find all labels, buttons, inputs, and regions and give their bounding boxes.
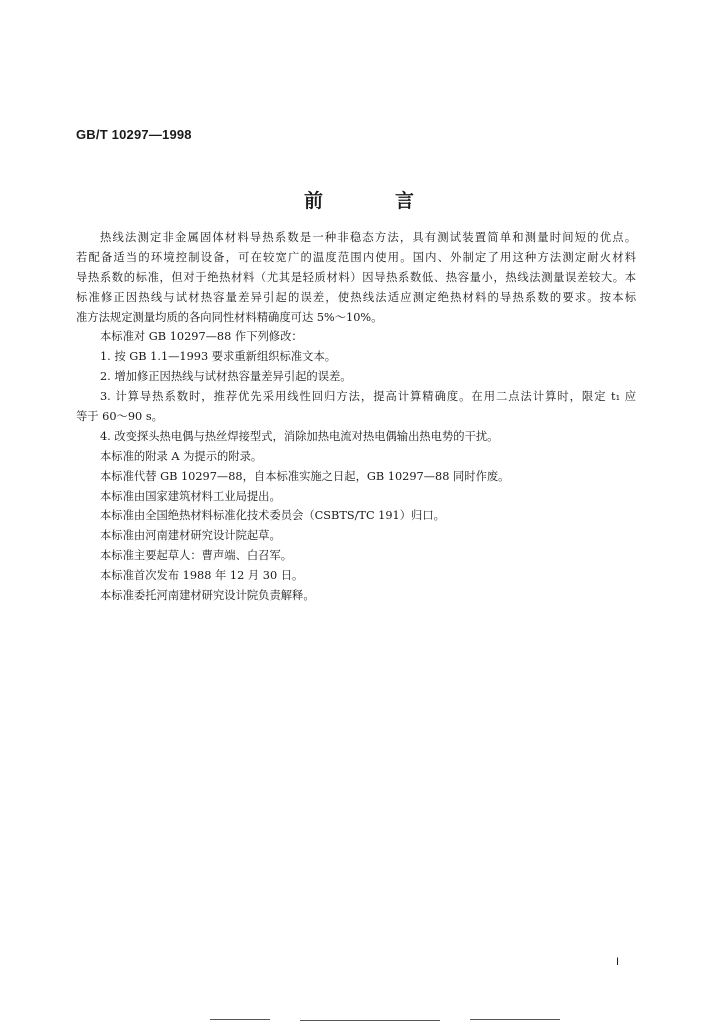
list-item: 4. 改变探头热电偶与热丝焊接型式，消除加热电流对热电偶输出热电势的干扰。	[100, 429, 499, 443]
section-title-char: 言	[394, 190, 414, 212]
foreword-body	[76, 228, 636, 606]
text-line: 本标准首次发布 1988 年 12 月 30 日。	[100, 569, 304, 583]
text-line: 标准修正因热线与试材热容量差异引起的误差，使热线法适应测定绝热材料的导热系数的要求。按本标	[76, 290, 636, 304]
text-line: 本标准由河南建材研究设计院起草。	[100, 529, 281, 543]
text-line: 本标准代替 GB 10297—88，自本标准实施之日起，GB 10297—88 同时作废。	[100, 469, 510, 483]
text-line: 本标准对 GB 10297—88 作下列修改：	[100, 330, 303, 344]
section-title	[304, 186, 414, 213]
text-line: 等于 60～90 s。	[76, 410, 163, 424]
scan-artifact	[210, 1019, 270, 1020]
text-line: 本标准主要起草人：曹声端、白召军。	[100, 549, 293, 563]
scan-artifact	[470, 1019, 560, 1020]
list-item: 2. 增加修正因热线与试材热容量差异引起的误差。	[100, 370, 352, 384]
text-line: 本标准由全国绝热材料标准化技术委员会（CSBTS/TC 191）归口。	[100, 509, 445, 523]
page-number: I	[616, 956, 620, 968]
standard-code: GB/T 10297—1998	[76, 127, 192, 142]
list-item: 1. 按 GB 1.1—1993 要求重新组织标准文本。	[100, 350, 337, 364]
text-line: 本标准委托河南建材研究设计院负责解释。	[100, 589, 315, 603]
text-line: 导热系数的标准，但对于绝热材料（尤其是轻质材料）因导热系数低、热容量小，热线法测量误差较大。本	[76, 270, 636, 284]
text-line: 热线法测定非金属固体材料导热系数是一种非稳态方法，具有测试装置简单和测量时间短的优点。	[100, 231, 636, 244]
section-title-char: 前	[304, 190, 324, 212]
text-line: 本标准由国家建筑材料工业局提出。	[100, 489, 281, 503]
text-line: 准方法规定测量均质的各向同性材料精确度可达 5%～10%。	[76, 310, 383, 324]
list-item: 3. 计算导热系数时，推荐优先采用线性回归方法，提高计算精确度。在用二点法计算时，限定 t₁ 应	[100, 390, 636, 404]
scan-artifact	[300, 1020, 440, 1021]
text-line: 若配备适当的环境控制设备，可在较宽广的温度范围内使用。国内、外制定了用这种方法测定耐火材料	[76, 250, 636, 264]
text-line: 本标准的附录 A 为提示的附录。	[100, 449, 263, 463]
